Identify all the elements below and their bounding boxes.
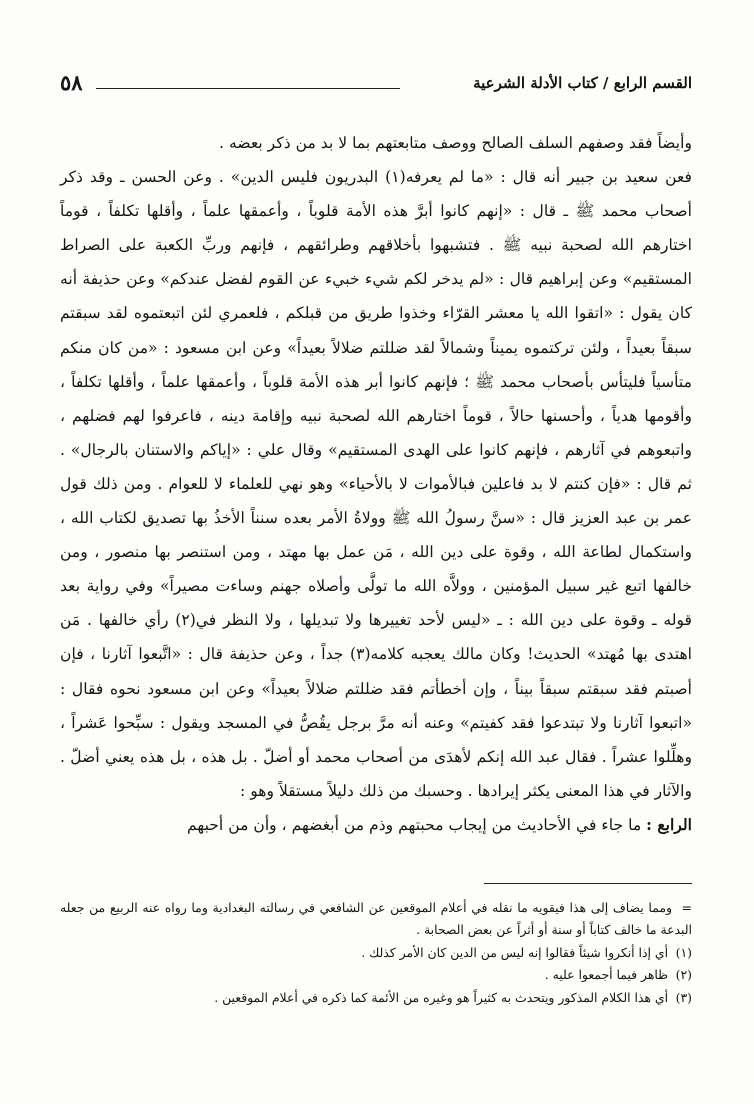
footnote-continuation-marker: = <box>681 900 692 915</box>
paragraph-intro: وأيضاً فقد وصفهم السلف الصالح ووصف متابعتهم بما لا بد من ذكر بعضه . <box>219 134 692 152</box>
header-rule <box>96 88 400 89</box>
footnote-text: أي هذا الكلام المذكور ويتحدث به كثيراً هو وغيره من الأئمة كما ذكره في أعلام الموقعين . <box>214 989 669 1005</box>
point-text: ما جاء في الأحاديث من إيجاب محبتهم وذم من أبغضهم ، وأن من أحبهم <box>187 815 642 834</box>
footnote-marker: (١) <box>675 944 692 960</box>
page-number: ٥٨ <box>60 70 83 95</box>
paragraph-quotations: فعن سعيد بن جبير أنه قال : «ما لم يعرفه(١) البدريون فليس الدين» . وعن الحسن ـ وقد ذكر أصحاب محمد ﷺ ـ قال : «إنهم كانوا أبرَّ هذه الأمة قلوباً ، وأعمقها علماً ، وأقلها تكلفاً ، قوماً اختارهم الله لصحبة نبيه ﷺ . فتشبهوا بأخلاقهم وطرائقهم ، فإنهم وربِّ الكعبة على الصراط المستقيم» وعن إبراهيم قال : «لم يدخر لكم شيء خبيء عن القوم لفضل عندكم» وعن حذيفة أنه كان يقول : «اتقوا الله يا معشر القرّاء وخذوا طريق من قبلكم ، فلعمري لئن اتبعتموه لقد سبقتم سبقاً بعيداً ، ولئن تركتموه يميناً وشمالاً لقد ضللتم ضلالاً بعيداً» وعن ابن مسعود : «من كان منكم متأسياً فليتأس بأصحاب محمد ﷺ ؛ فإنهم كانوا أبر هذه الأمة قلوباً ، وأعمقها علماً ، وأقلها تكلفاً ، وأقومها هدياً ، وأحسنها حالاً ، قوماً اختارهم الله لصحبة نبيه وإقامة دينه ، فاعرفوا لهم فضلهم ، واتبعوهم في آثارهم ، فإنهم كانوا على الهدى المستقيم» وقال علي : «إياكم والاستنان بالرجال» . ثم قال : «فإن كنتم لا بد فاعلين فبالأموات لا بالأحياء» وهو نهي للعلماء لا للعوام . ومن ذلك قول عمر بن عبد العزيز قال : «سنَّ رسولُ الله ﷺ وولاةُ الأمر بعده سنناً الأخذُ بها تصديق لكتاب الله ، واستكمال لطاعة الله ، وقوة على دين الله ، مَن عمل بها مهتد ، ومن استنصر بها منصور ، ومن خالفها اتبع غير سبيل المؤمنين ، وولاَّه الله ما تولَّى وأصلاه جهنم وساءت مصيراً» وفي رواية بعد قوله ـ وقوة على دين الله : ـ «ليس لأحد تغييرها ولا تبديلها ، ولا النظر في(٢) رأي خالفها . مَن اهتدى بها مُهتد» الحديث! وكان مالك يعجبه كلامه(٣) جداً ، وعن حذيفة قال : «اتَّبعوا آثارنا ، فإن أصبتم فقد سبقتم سبقاً بيناً ، وإن أخطأتم فقد ضللتم ضلالاً بعيداً» وعن ابن مسعود نحوه فقال : «اتبعوا آثارنا ولا تبتدعوا فقد كفيتم» وعنه أنه مرَّ برجل يقُصُّ في المسجد ويقول : سبِّحوا عَشراً ، وهلِّلوا عشراً . فقال عبد الله إنكم لأهدَى من أصحاب محمد أو أضلّ . بل هذه ، بل هذه يعني أضلّ . والآثار في هذا المعنى يكثر إيرادها . وحسبك من ذلك دليلاً مستقلاً وهو : <box>60 168 693 800</box>
paragraph-fourth-point <box>60 808 692 842</box>
point-label: الرابع : <box>646 814 692 834</box>
footnote-2 <box>60 964 692 986</box>
footnote-text: ظاهر فيما أجمعوا عليه . <box>544 967 669 983</box>
footnote-3 <box>60 987 692 1009</box>
page-header <box>60 70 692 96</box>
footnotes <box>60 897 692 1009</box>
footnote-marker: (٢) <box>675 967 692 983</box>
running-title: القسم الرابع / كتاب الأدلة الشرعية <box>473 74 692 92</box>
footnote-continuation-text: ومما يضاف إلى هذا فيقويه ما نقله في أعلام الموقعين عن الشافعي في رسالته البغدادية وما رواه عنه الربيع من جعله البدعة ما خالف كتاباً أو سنة أو أثراً عن بعض الصحابة . <box>60 900 692 938</box>
main-text <box>60 126 692 842</box>
footnote-text: أي إذا أنكروا شيئاً فقالوا إنه ليس من الدين كان الأمر كذلك . <box>361 944 669 960</box>
footnote-separator <box>484 883 692 884</box>
footnote-1 <box>60 942 692 964</box>
footnote-continuation <box>60 897 692 942</box>
footnote-marker: (٣) <box>675 989 692 1005</box>
